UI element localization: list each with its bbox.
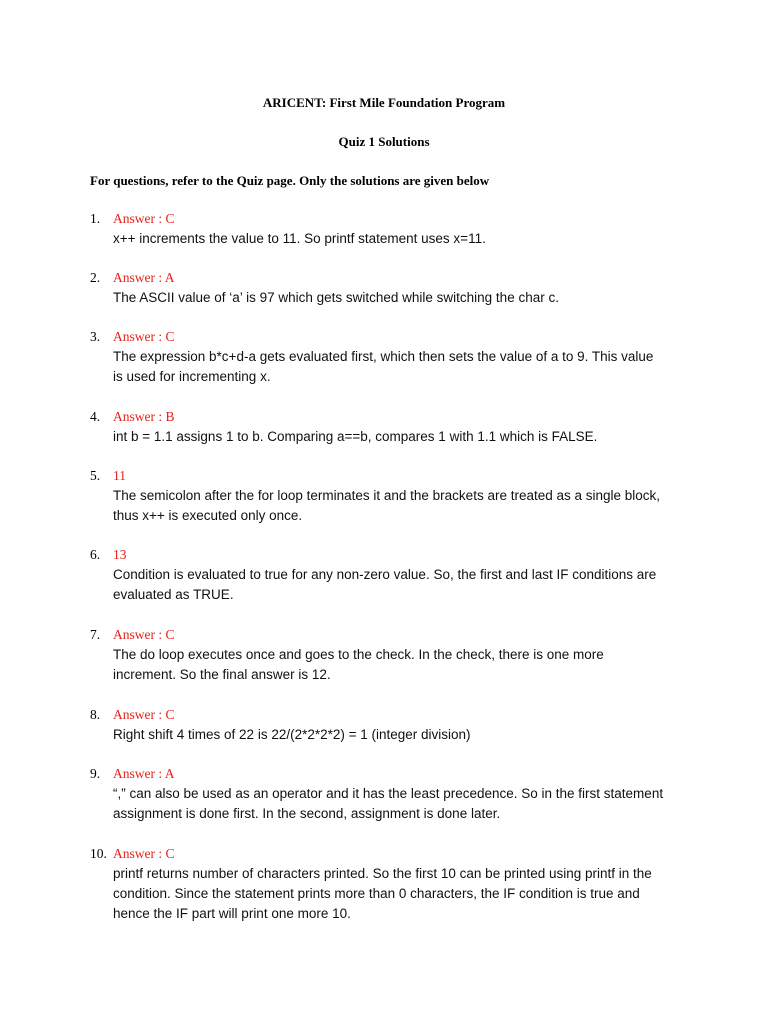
answer-label: Answer : C (113, 846, 175, 861)
explanation-line: hence the IF part will print one more 10. (113, 906, 351, 921)
explanation-line: Right shift 4 times of 22 is 22/(2*2*2*2) = 1 (integer division) (113, 727, 471, 742)
explanation (113, 229, 693, 249)
explanation (113, 864, 693, 924)
explanation (113, 486, 693, 526)
explanation-line: “,” can also be used as an operator and it has the least precedence. So in the first statement (113, 786, 664, 801)
document-title: ARICENT: First Mile Foundation Program (262, 95, 506, 110)
explanation-line: assignment is done first. In the second, assignment is done later. (113, 806, 501, 821)
explanation-line: condition. Since the statement prints more than 0 characters, the IF condition is true and (113, 886, 640, 901)
explanation (113, 725, 693, 745)
explanation-line: printf returns number of characters printed. So the first 10 can be printed using printf in the (113, 866, 652, 881)
item-number: 5. (90, 468, 101, 483)
explanation-line: The semicolon after the for loop terminates it and the brackets are treated as a single block, (113, 488, 661, 503)
answer-label: 11 (113, 468, 126, 483)
item-number: 10. (90, 846, 107, 861)
item-number: 2. (90, 270, 101, 285)
explanation (113, 288, 693, 308)
answer-label: Answer : C (113, 707, 175, 722)
explanation (113, 347, 693, 387)
answer-label: Answer : B (113, 409, 175, 424)
explanation-line: The expression b*c+d-a gets evaluated first, which then sets the value of a to 9. This value (113, 349, 654, 364)
item-number: 7. (90, 627, 101, 642)
explanation-line: x++ increments the value to 11. So printf statement uses x=11. (113, 231, 486, 246)
answer-label: Answer : C (113, 211, 175, 226)
item-number: 9. (90, 766, 101, 781)
item-number: 8. (90, 707, 101, 722)
intro-text: For questions, refer to the Quiz page. Only the solutions are given below (90, 173, 490, 188)
explanation-line: Condition is evaluated to true for any non-zero value. So, the first and last IF conditions are (113, 567, 657, 582)
answer-label: Answer : C (113, 627, 175, 642)
answer-label: Answer : A (113, 766, 175, 781)
answer-label: 13 (113, 547, 127, 562)
explanation-line: int b = 1.1 assigns 1 to b. Comparing a==b, compares 1 with 1.1 which is FALSE. (113, 429, 598, 444)
item-number: 4. (90, 409, 101, 424)
explanation (113, 645, 693, 685)
explanation (113, 565, 693, 605)
explanation-line: evaluated as TRUE. (113, 587, 234, 602)
item-number: 6. (90, 547, 101, 562)
explanation-line: is used for incrementing x. (113, 369, 271, 384)
answer-label: Answer : A (113, 270, 175, 285)
explanation (113, 784, 693, 824)
explanation-line: The do loop executes once and goes to the check. In the check, there is one more (113, 647, 604, 662)
explanation-line: The ASCII value of ‘a’ is 97 which gets switched while switching the char c. (113, 290, 559, 305)
explanation-line: increment. So the final answer is 12. (113, 667, 331, 682)
explanation-line: thus x++ is executed only once. (113, 508, 303, 523)
item-number: 1. (90, 211, 101, 226)
item-number: 3. (90, 329, 101, 344)
answer-label: Answer : C (113, 329, 175, 344)
explanation (113, 427, 693, 447)
document-subtitle: Quiz 1 Solutions (338, 134, 430, 149)
